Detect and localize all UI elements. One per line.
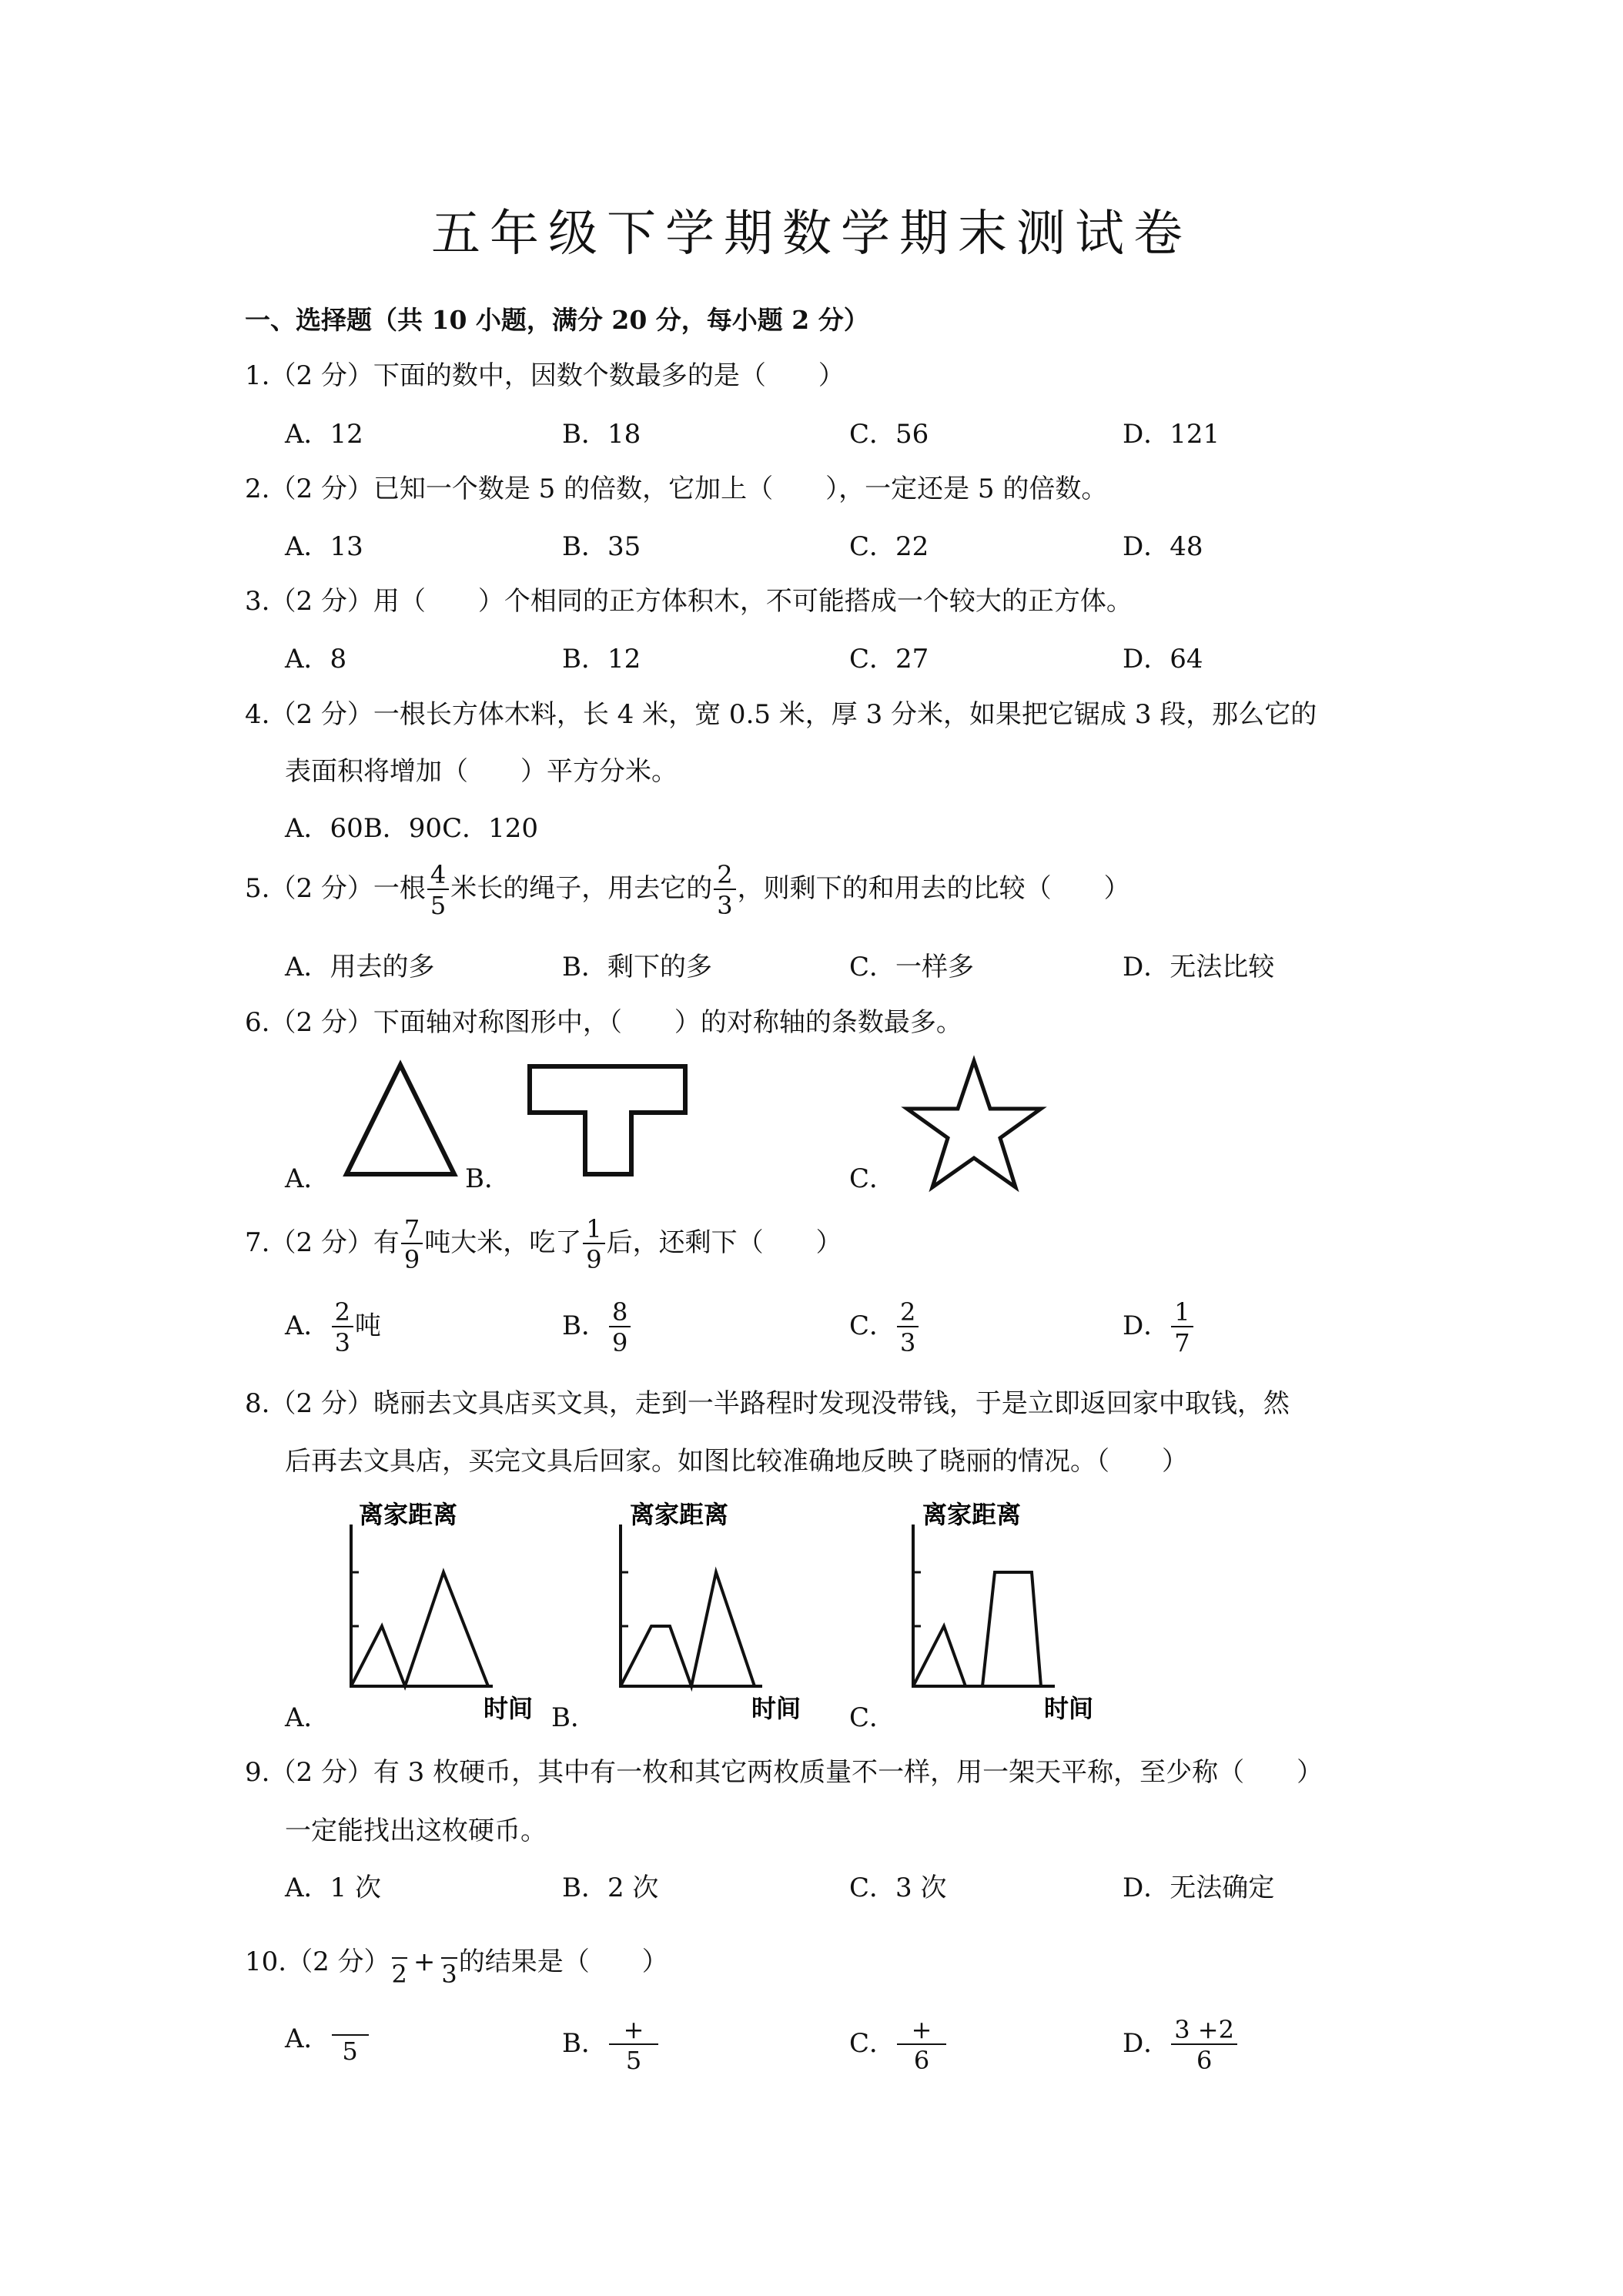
q5-fraction-used: $\frac{2}{3}$ (714, 862, 735, 918)
q9-option-d[interactable]: D．无法确定 (1123, 1873, 1275, 1903)
q10-option-d[interactable]: D． $\frac{3 +2}{6}$ (1123, 2017, 1239, 2073)
q5-option-a[interactable]: A．用去的多 (285, 952, 435, 982)
question-3-stem: 3.（2 分）用（ ）个相同的正方体积木，不可能搭成一个较大的正方体。 (245, 586, 1133, 617)
q2-option-a[interactable]: A．13 (285, 531, 363, 562)
question-8-stem-line1: 8.（2 分）晓丽去文具店买文具，走到一半路程时发现没带钱，于是立即返回家中取钱，然 (245, 1388, 1290, 1419)
q8-graph-a (331, 1494, 562, 1725)
q8-graph-b-ylabel: 离家距离 (630, 1500, 729, 1529)
q1-option-c[interactable]: C．56 (849, 419, 929, 450)
q8-option-a[interactable]: A． (285, 1702, 330, 1733)
question-9-stem-line1: 9.（2 分）有 3 枚硬币，其中有一枚和其它两枚质量不一样，用一架天平称，至少称（ ） (245, 1757, 1323, 1788)
question-6-stem: 6.（2 分）下面轴对称图形中，（ ）的对称轴的条数最多。 (245, 1007, 962, 1038)
q7-option-d[interactable]: D． $\frac{1}{7}$ (1123, 1300, 1195, 1355)
q6-t-shape-figure (524, 1059, 693, 1182)
question-8-stem-line2: 后再去文具店，买完文具后回家。如图比较准确地反映了晓丽的情况。（ ） (285, 1446, 1188, 1477)
q10-option-b[interactable]: B． $\frac{+}{5}$ (562, 2017, 660, 2073)
q10-option-c[interactable]: C． $\frac{+}{6}$ (849, 2017, 948, 2073)
q5-suffix: ，则剩下的和用去的比较（ ） (737, 873, 1130, 904)
section-heading: 一、选择题（共 10 小题，满分 20 分，每小题 2 分） (245, 305, 869, 335)
q5-option-b[interactable]: B．剩下的多 (562, 952, 712, 982)
q10-prefix: 10.（2 分） (245, 1946, 390, 1977)
q2-option-b[interactable]: B．35 (562, 531, 641, 562)
q2-option-c[interactable]: C．22 (849, 531, 929, 562)
q1-option-b[interactable]: B．18 (562, 419, 641, 450)
question-10-stem (245, 1940, 668, 1989)
q8-graph-c (901, 1494, 1132, 1725)
q5-option-c[interactable]: C．一样多 (849, 952, 975, 982)
q7-option-a[interactable]: A． $\frac{2}{3}$ 吨 (285, 1297, 381, 1357)
q6-star-figure (901, 1055, 1047, 1193)
q5-prefix: 5.（2 分）一根 (245, 873, 426, 904)
q9-option-a[interactable]: A．1 次 (285, 1873, 381, 1903)
q7-option-c[interactable]: C． $\frac{2}{3}$ (849, 1300, 920, 1355)
question-7-stem (245, 1214, 842, 1274)
q8-graph-a-xlabel: 时间 (484, 1694, 534, 1723)
q7-prefix: 7.（2 分）有 (245, 1227, 400, 1258)
q1-option-a[interactable]: A．12 (285, 419, 363, 450)
q6-option-c[interactable]: C． (849, 1163, 896, 1194)
q4-options[interactable]: A．60B．90C．120 (285, 813, 538, 844)
q5-fraction-length: $\frac{4}{5}$ (427, 862, 449, 918)
q3-option-a[interactable]: A．8 (285, 644, 347, 674)
q8-graph-b (608, 1494, 839, 1725)
q2-option-d[interactable]: D．48 (1123, 531, 1203, 562)
q1-option-d[interactable]: D．121 (1123, 419, 1220, 450)
q7-middle: 吨大米，吃了 (424, 1227, 582, 1258)
q7-suffix: 后，还剩下（ ） (606, 1227, 842, 1258)
q9-option-b[interactable]: B．2 次 (562, 1873, 659, 1903)
q10-option-a[interactable]: A． 5 (285, 2017, 370, 2063)
q10-fraction-2: 3 (441, 1940, 457, 1986)
question-4-stem-line2: 表面积将增加（ ）平方分米。 (285, 756, 678, 787)
q10-fraction-1: 2 (392, 1940, 407, 1986)
q8-graph-c-xlabel: 时间 (1044, 1694, 1094, 1723)
q6-option-b[interactable]: B． (465, 1163, 510, 1194)
q6-option-a[interactable]: A． (285, 1163, 330, 1194)
q10-plus: + (413, 1946, 436, 1977)
q3-option-b[interactable]: B．12 (562, 644, 641, 674)
q6-triangle-figure (339, 1059, 462, 1182)
q8-graph-c-ylabel: 离家距离 (922, 1500, 1022, 1529)
question-1-stem: 1.（2 分）下面的数中，因数个数最多的是（ ） (245, 360, 845, 391)
q3-option-c[interactable]: C．27 (849, 644, 929, 674)
question-5-stem (245, 862, 1130, 918)
q3-option-d[interactable]: D．64 (1123, 644, 1203, 674)
q10-suffix: 的结果是（ ） (458, 1946, 668, 1977)
q8-option-b[interactable]: B． (551, 1702, 597, 1733)
q7-fraction-eaten: $\frac{1}{9}$ (583, 1217, 604, 1272)
page-title: 五年级下学期数学期末测试卷 (431, 206, 1192, 263)
q5-option-d[interactable]: D．无法比较 (1123, 952, 1275, 982)
q8-option-c[interactable]: C． (849, 1702, 896, 1733)
question-4-stem-line1: 4.（2 分）一根长方体木料，长 4 米，宽 0.5 米，厚 3 分米，如果把它锯成 3 段，那么它的 (245, 699, 1317, 730)
q8-graph-b-xlabel: 时间 (751, 1694, 801, 1723)
q5-middle: 米长的绳子，用去它的 (450, 873, 713, 904)
q8-graph-a-ylabel: 离家距离 (359, 1500, 458, 1529)
question-2-stem: 2.（2 分）已知一个数是 5 的倍数，它加上（ ），一定还是 5 的倍数。 (245, 474, 1108, 504)
q9-option-c[interactable]: C．3 次 (849, 1873, 947, 1903)
q7-fraction-total: $\frac{7}{9}$ (401, 1217, 423, 1272)
question-9-stem-line2: 一定能找出这枚硬币。 (285, 1816, 547, 1846)
q7-option-b[interactable]: B． $\frac{8}{9}$ (562, 1300, 632, 1355)
